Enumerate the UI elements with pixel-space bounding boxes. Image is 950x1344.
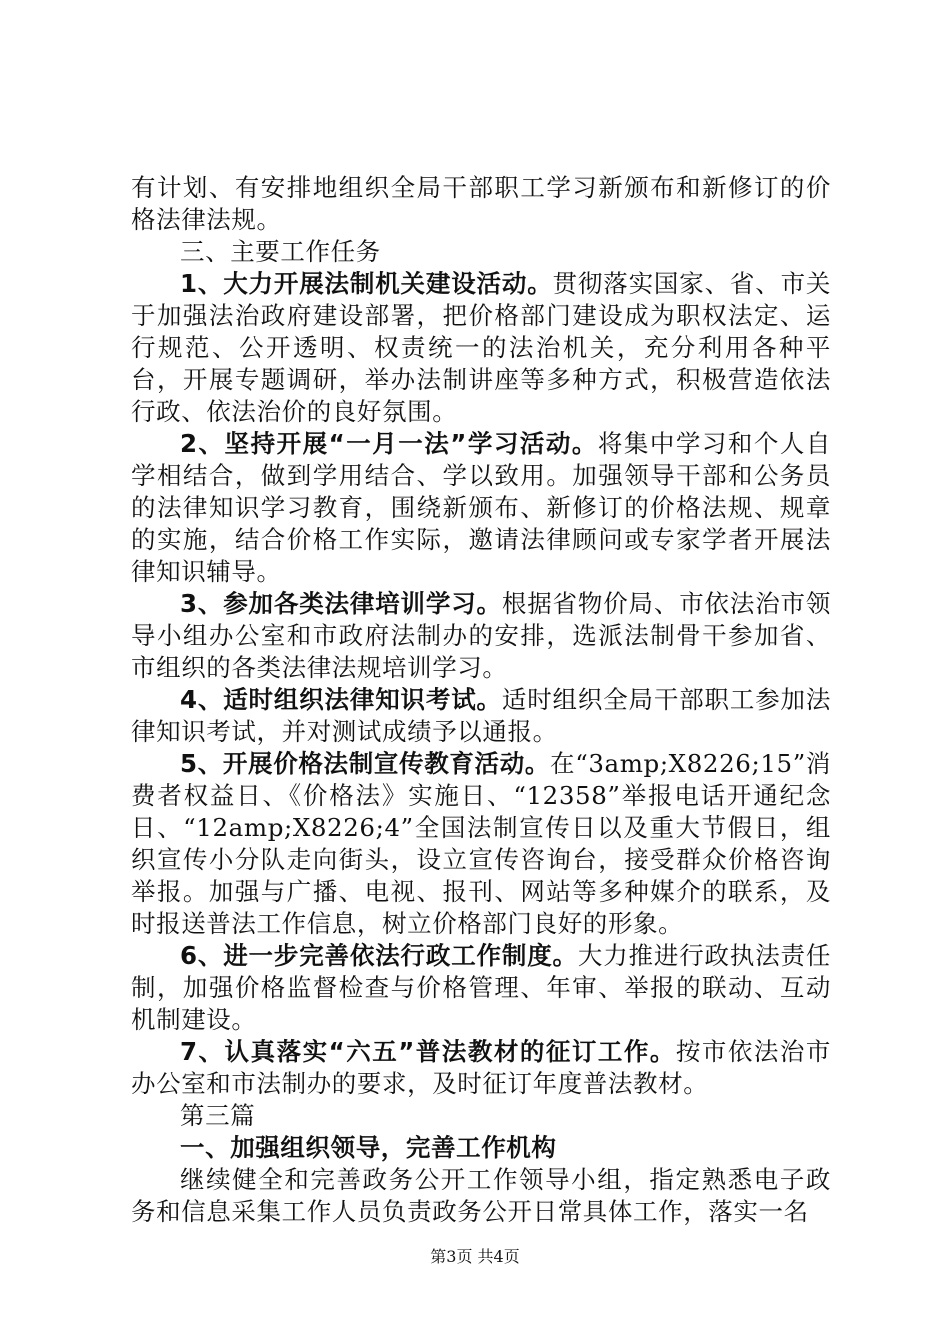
task-item-3 <box>131 588 831 684</box>
task-body: 在“3amp;X8226;15”消费者权益日、《价格法》实施日、“12358”举报电话开通纪念日、“12amp;X8226;4”全国法制宣传日以及重大节假日，组织宣传小分队走向街头，设立宣传咨询台，接受群众价格咨询举报。加强与广播、电视、报刊、网站等多种媒介的联系，及时报送普法工作信息，树立价格部门良好的形象。 <box>131 749 831 938</box>
task-heading: 5、开展价格法制宣传教育活动。 <box>180 749 551 778</box>
task-item-2 <box>131 428 831 588</box>
task-heading: 7、认真落实“六五”普法教材的征订工作。 <box>180 1037 676 1066</box>
task-body: 适时组织全局干部职工参加法律知识考试，并对测试成绩予以通报。 <box>131 685 831 746</box>
part-body-paragraph: 继续健全和完善政务公开工作领导小组，指定熟悉电子政务和信息采集工作人员负责政务公开日常具体工作，落实一名 <box>131 1165 831 1226</box>
task-item-6 <box>131 940 831 1036</box>
task-item-4 <box>131 684 831 748</box>
task-body: 大力推进行政执法责任制，加强价格监督检查与价格管理、年审、举报的联动、互动机制建设。 <box>131 941 831 1034</box>
page-footer: 第3页 共4页 <box>430 1247 520 1266</box>
section-heading <box>131 236 831 268</box>
task-item-7 <box>131 1036 831 1100</box>
task-heading: 3、参加各类法律培训学习。 <box>180 589 502 618</box>
part-label: 第三篇 <box>180 1101 256 1130</box>
task-body: 按市依法治市办公室和市法制办的要求，及时征订年度普法教材。 <box>131 1037 832 1098</box>
task-heading: 4、适时组织法律知识考试。 <box>180 685 502 714</box>
task-heading: 1、大力开展法制机关建设活动。 <box>180 269 553 298</box>
continuation-paragraph: 有计划、有安排地组织全局干部职工学习新颁布和新修订的价格法律法规。 <box>131 173 831 234</box>
task-body: 根据省物价局、市依法治市领导小组办公室和市政府法制办的安排，选派法制骨干参加省、市组织的各类法律法规培训学习。 <box>131 589 831 682</box>
document-body <box>131 172 831 1228</box>
section-heading-text: 三、主要工作任务 <box>180 237 381 266</box>
task-item-1 <box>131 268 831 428</box>
task-body: 贯彻落实国家、省、市关于加强法治政府建设部署，把价格部门建设成为职权法定、运行规范、公开透明、权责统一的法治机关，充分利用各种平台，开展专题调研，举办法制讲座等多种方式，积极营造依法行政、依法治价的良好氛围。 <box>131 269 831 426</box>
task-body: 将集中学习和个人自学相结合，做到学用结合、学以致用。加强领导干部和公务员的法律知识学习教育，围绕新颁布、新修订的价格法规、规章的实施，结合价格工作实际，邀请法律顾问或专家学者开展法律知识辅导。 <box>131 429 832 586</box>
task-heading: 6、进一步完善依法行政工作制度。 <box>180 941 578 970</box>
part-heading-text: 一、加强组织领导，完善工作机构 <box>180 1133 557 1162</box>
task-heading: 2、坚持开展“一月一法”学习活动。 <box>180 429 598 458</box>
task-item-5 <box>131 748 831 940</box>
part-heading <box>131 1132 831 1164</box>
